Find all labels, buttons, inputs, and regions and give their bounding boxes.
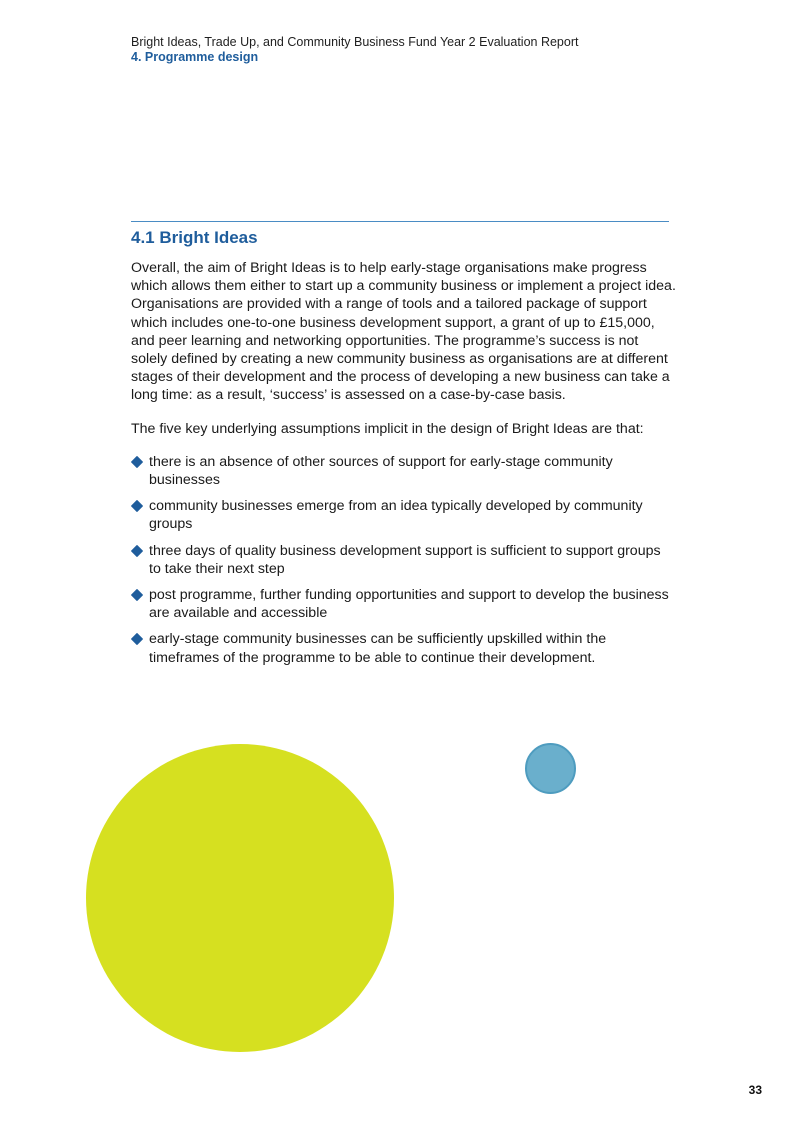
list-item <box>131 630 676 666</box>
list-item-text: post programme, further funding opportunities and support to develop the business are available and accessible <box>149 587 669 622</box>
diamond-bullet-icon <box>131 633 143 645</box>
list-item-text: three days of quality business development support is sufficient to support groups to take their next step <box>149 542 661 577</box>
list-item <box>131 497 676 533</box>
diamond-bullet-icon <box>131 500 143 512</box>
list-item-text: community businesses emerge from an idea typically developed by community groups <box>149 498 643 533</box>
section-divider <box>131 221 669 222</box>
decorative-blue-circle <box>525 743 576 794</box>
diamond-bullet-icon <box>131 589 143 601</box>
assumptions-lead-in: The five key underlying assumptions implicit in the design of Bright Ideas are that: <box>131 420 644 437</box>
assumptions-list <box>131 453 676 667</box>
decorative-yellow-circle <box>86 744 394 1052</box>
list-item-text: there is an absence of other sources of support for early-stage community businesses <box>149 453 613 489</box>
report-title: Bright Ideas, Trade Up, and Community Business Fund Year 2 Evaluation Report <box>131 35 579 49</box>
list-item <box>131 453 676 489</box>
diamond-bullet-icon <box>131 545 143 557</box>
list-item <box>131 542 676 578</box>
section-heading: 4.1 Bright Ideas <box>131 228 258 247</box>
page-number: 33 <box>748 1083 762 1097</box>
list-item-text: early-stage community businesses can be sufficiently upskilled within the timeframes of the programme to be able to continue their development. <box>149 631 607 666</box>
running-header <box>131 35 691 65</box>
diamond-bullet-icon <box>131 456 143 468</box>
section-label: 4. Programme design <box>131 50 259 64</box>
section-body <box>131 259 676 675</box>
intro-paragraph: Overall, the aim of Bright Ideas is to help early-stage organisations make progress which allows them either to start up a community business or implement a project idea. Organisations are provided with a range of tools and a tailored package of support which includes one-to-one business development support, a grant of up to £15,000, and peer learning and networking opportunities. The programme’s success is not solely defined by creating a new community business as organisations are at different stages of their development and the process of developing a new business can take a long time: as a result, ‘success’ is assessed on a case-by-case basis. <box>131 260 676 404</box>
list-item <box>131 586 676 622</box>
